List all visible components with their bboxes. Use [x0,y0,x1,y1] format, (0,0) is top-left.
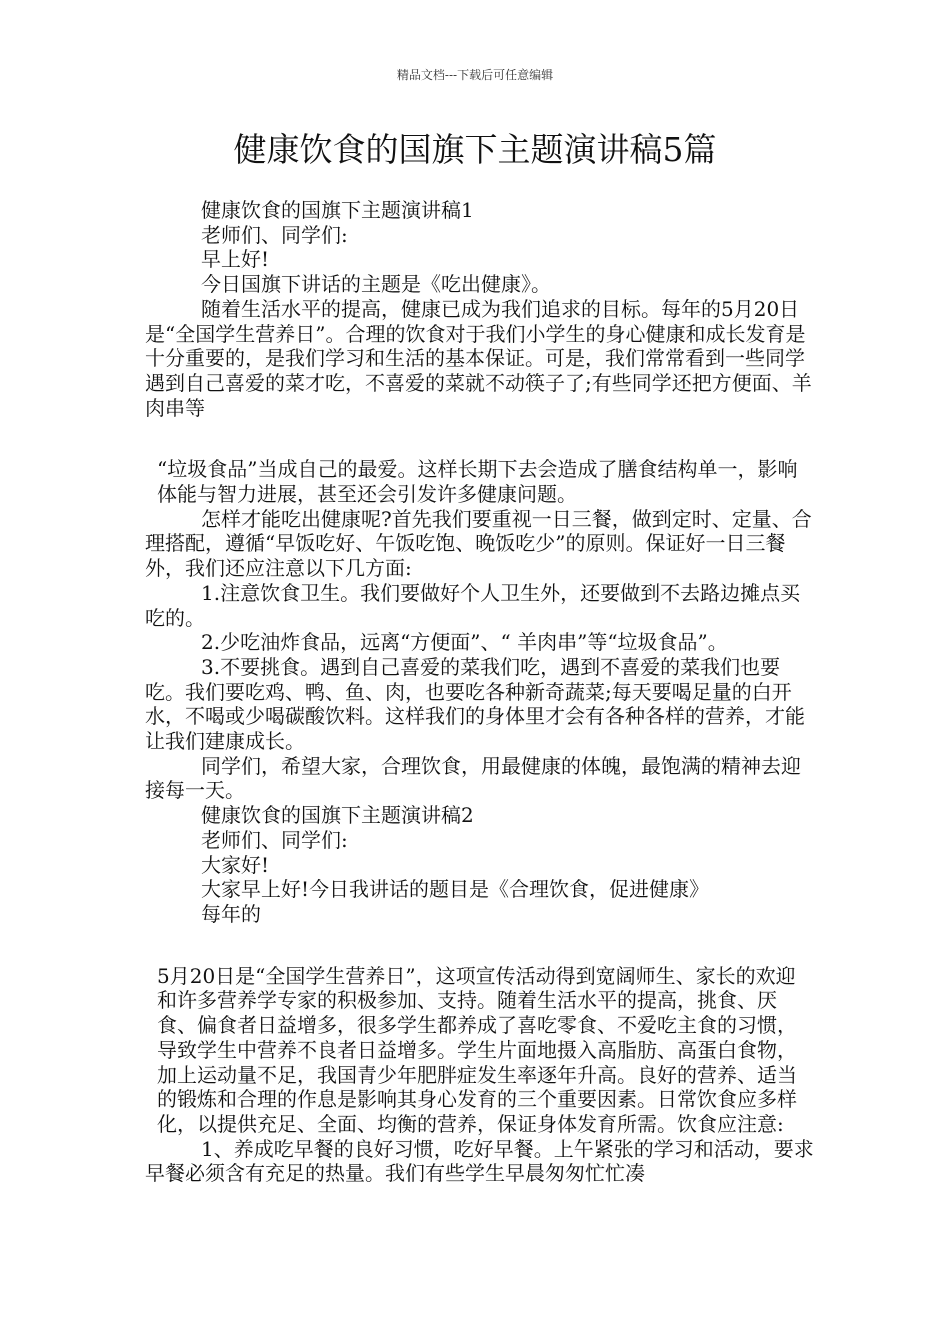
paragraph: “垃圾食品”当成自己的最爱。这样长期下去会造成了膳食结构单一，影响体能与智力进展，甚至还会引发许多健康问题。 [157,457,798,507]
page-break-gap [145,420,815,457]
paragraph: 大家早上好!今日我讲话的题目是《合理饮食，促进健康》 [201,877,710,902]
section-heading-1: 健康饮食的国旗下主题演讲稿1 [201,198,474,222]
page-header: 精品文档---下载后可任意编辑 [396,68,554,82]
paragraph: 5月20日是“全国学生营养日”，这项宣传活动得到宽阔师生、家长的欢迎和许多营养学专家的积极参加、支持。随着生活水平的提高，挑食、厌食、偏食者日益增多，很多学生都养成了喜吃零食、不爱吃主食的习惯，导致学生中营养不良者日益增多。学生片面地摄入高脂肪、高蛋白食物，加上运动量不足，我国青少年肥胖症发生率逐年升高。良好的营养、适当的锻炼和合理的作息是影响其身心发育的三个重要因素。日常饮食应多样化，以提供充足、全面、均衡的营养，保证身体发育所需。饮食应注意: [157,963,797,1136]
greeting: 大家好! [201,852,270,877]
paragraph: 同学们，希望大家，合理饮食，用最健康的体魄，最饱满的精神去迎接每一天。 [145,753,801,803]
page-break-gap [145,927,815,964]
list-item: 1.注意饮食卫生。我们要做好个人卫生外，还要做到不去路边摊点买吃的。 [145,580,801,630]
greeting: 早上好! [201,247,270,272]
salutation: 老师们、同学们: [201,827,348,852]
document-body [145,198,815,1186]
paragraph: 今日国旗下讲话的主题是《吃出健康》。 [201,272,551,297]
salutation: 老师们、同学们: [201,222,348,247]
paragraph: 随着生活水平的提高，健康已成为我们追求的目标。每年的5月20日是“全国学生营养日”。合理的饮食对于我们小学生的身心健康和成长发育是十分重要的，是我们学习和生活的基本保证。可是，我们常常看到一些同学遇到自己喜爱的菜才吃，不喜爱的菜就不动筷子了;有些同学还把方便面、羊肉串等 [145,296,812,420]
paragraph: 怎样才能吃出健康呢?首先我们要重视一日三餐，做到定时、定量、合理搭配，遵循“早饭吃好、午饭吃饱、晚饭吃少”的原则。保证好一日三餐外，我们还应注意以下几方面: [145,506,812,581]
list-item: 3.不要挑食。遇到自己喜爱的菜我们吃，遇到不喜爱的菜我们也要吃。我们要吃鸡、鸭、鱼、肉，也要吃各种新奇蔬菜;每天要喝足量的白开水，不喝或少喝碳酸饮料。这样我们的身体里才会有各种各样的营养，才能让我们建康成长。 [145,654,805,754]
list-item: 1、养成吃早餐的良好习惯，吃好早餐。上午紧张的学习和活动，要求早餐必须含有充足的热量。我们有些学生早晨匆匆忙忙凑 [145,1136,814,1186]
paragraph: 每年的 [201,901,261,926]
list-item: 2.少吃油炸食品，远离“方便面”、“ 羊肉串”等“垃圾食品”。 [201,630,728,655]
section-heading-2: 健康饮食的国旗下主题演讲稿2 [201,803,474,828]
document-title: 健康饮食的国旗下主题演讲稿5篇 [233,130,717,169]
